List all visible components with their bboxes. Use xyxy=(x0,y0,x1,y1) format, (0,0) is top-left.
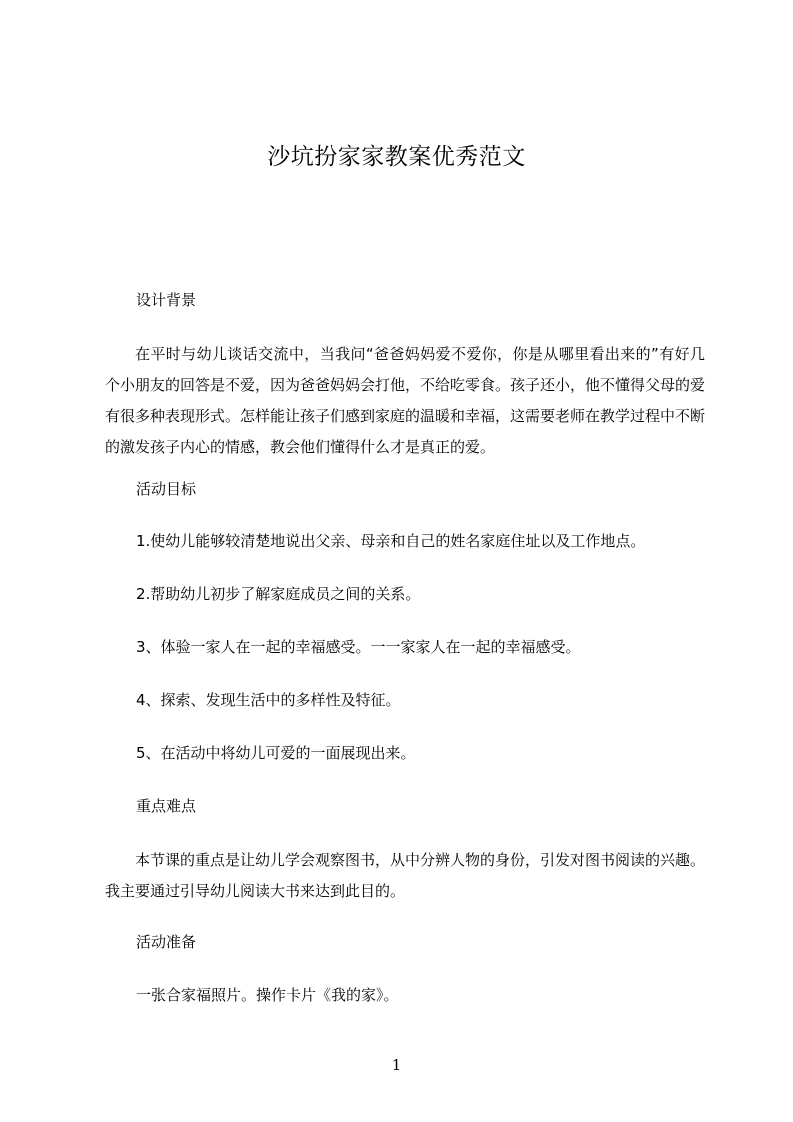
goal-item-4: 4、探索、发现生活中的多样性及特征。 xyxy=(136,691,401,709)
document-title: 沙坑扮家家教案优秀范文 xyxy=(267,144,526,170)
goal-item-5: 5、在活动中将幼儿可爱的一面展现出来。 xyxy=(136,744,416,762)
goal-item-3: 3、体验一家人在一起的幸福感受。一一家家人在一起的幸福感受。 xyxy=(136,638,581,656)
paragraph-design-background: 在平时与幼儿谈话交流中，当我问“爸爸妈妈爱不爱你，你是从哪里看出来的”有好几个小朋友的回答是不爱，因为爸爸妈妈会打他，不给吃零食。孩子还小，他不懂得父母的爱有很多种表现形式。怎样能让孩子们感到家庭的温暖和幸福，这需要老师在教学过程中不断的激发孩子内心的情感，教会他们懂得什么才是真正的爱。 xyxy=(105,345,706,456)
section-heading-preparation: 活动准备 xyxy=(136,933,197,951)
page-number: 1 xyxy=(391,1056,402,1074)
goal-item-2: 2.帮助幼儿初步了解家庭成员之间的关系。 xyxy=(136,585,421,603)
preparation-line: 一张合家福照片。操作卡片《我的家》。 xyxy=(136,986,399,1004)
section-heading-activity-goals: 活动目标 xyxy=(136,480,197,498)
paragraph-key-points: 本节课的重点是让幼儿学会观察图书，从中分辨人物的身份，引发对图书阅读的兴趣。我主要通过引导幼儿阅读大书来达到此目的。 xyxy=(105,851,706,900)
section-heading-key-points: 重点难点 xyxy=(136,797,197,815)
goal-item-1: 1.使幼儿能够较清楚地说出父亲、母亲和自己的姓名家庭住址以及工作地点。 xyxy=(136,532,646,550)
section-heading-design-background: 设计背景 xyxy=(136,291,197,309)
